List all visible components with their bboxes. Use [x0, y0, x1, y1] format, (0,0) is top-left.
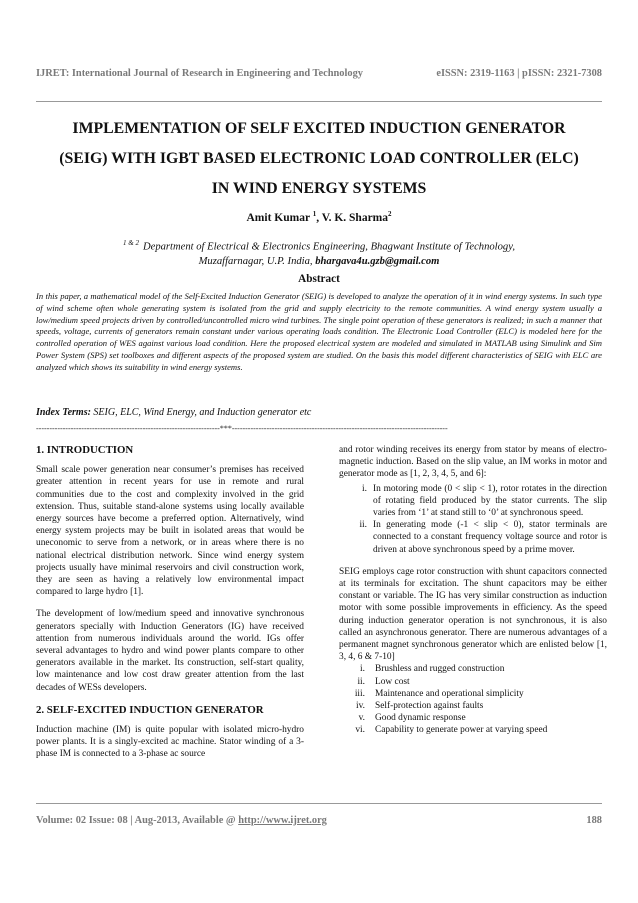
footer-volume: Volume: 02 Issue: 08 | Aug-2013, Available @ [36, 815, 239, 826]
title-line-3: IN WIND ENERGY SYSTEMS [211, 180, 427, 197]
seig-paragraph-1: Induction machine (IM) is quite popular with isolated micro-hydro power plants. It is a singly-excited ac machine. Stator winding of a 3-phase IM is connected to a 3-phase ac source [36, 725, 304, 760]
index-terms-label: Index Terms: [36, 407, 91, 418]
intro-heading: 1. INTRODUCTION [36, 444, 134, 456]
right-paragraph-1: and rotor winding receives its energy from stator by means of electro-magnetic induction. Based on the slip value, an IM works in motor and generator mode as [1, 2, 3, 4, 5, and 6]: [339, 445, 607, 480]
index-terms-text: SEIG, ELC, Wind Energy, and Induction generator etc [90, 407, 312, 418]
author-2-sup: 2 [388, 210, 392, 218]
intro-paragraph-1: Small scale power generation near consumer’s premises has received greater attention in recent years for use in remote and rural communities due to the cost and complexity involved in the grid extension. Thus, suitable stand-alone systems using locally available energy sources have become a preferred option. Alternatively, wind energy system projects may be built in isolated areas that would be uneconomic to serve from a network, or in areas where there is no national electrical distribution network. Since wind energy system projects usually have minimal reservoirs and civil construction work, they are seen as having a relatively low environmental impact compared to large hydro [1]. [36, 465, 304, 598]
list-number: ii. [357, 676, 365, 687]
list-item [339, 663, 607, 675]
list-text: Maintenance and operational simplicity [375, 688, 524, 699]
index-terms [36, 407, 311, 418]
list-number: v. [358, 713, 365, 724]
affiliation-line-1: Department of Electrical & Electronics Engineering, Bhagwant Institute of Technology, [142, 241, 515, 253]
operating-modes-list [339, 483, 607, 556]
list-item [339, 700, 607, 712]
page-number: 188 [586, 815, 602, 826]
list-item [339, 712, 607, 724]
author-email[interactable]: bhargava4u.gzb@gmail.com [315, 255, 440, 267]
title-line-2: (SEIG) WITH IGBT BASED ELECTRONIC LOAD CONTROLLER (ELC) [59, 150, 579, 167]
running-footer [36, 815, 602, 831]
list-item [339, 519, 607, 556]
issn: eISSN: 2319-1163 | pISSN: 2321-7308 [436, 68, 602, 79]
list-text: Low cost [375, 676, 410, 687]
list-text: Capability to generate power at varying speed [375, 725, 548, 736]
list-item [339, 483, 607, 520]
list-number: ii. [359, 520, 367, 531]
left-column [36, 444, 304, 771]
authors [0, 210, 638, 224]
list-number: i. [360, 664, 365, 675]
list-number: vi. [355, 725, 365, 736]
seig-heading: 2. SELF-EXCITED INDUCTION GENERATOR [36, 703, 264, 716]
list-text: In motoring mode (0 < slip < 1), rotor rotates in the direction of rotating field produced by the stator currents. The slip varies from ‘1’ at stand still to ‘0’ at synchronous speed. [373, 483, 607, 519]
journal-name: IJRET: International Journal of Research in Engineering and Technology [36, 68, 363, 79]
list-number: i. [362, 483, 367, 494]
list-number: iii. [354, 688, 365, 699]
header-rule [36, 101, 602, 102]
abstract-text: In this paper, a mathematical model of the Self-Excited Induction Generator (SEIG) is developed to analyze the operation of it in wind energy systems. In such type of wind scheme often whole generating system is isolated from the grid and supply electricity to the remote communities. A wind energy system usually a low/medium speed projects driven by controlled/uncontrolled micro wind turbines. The single point operation of these generators is realized; in such a manner that speeds, voltage, currents of generators remain constant under various operating loads condition. The Electronic Load Controller (ELC) is modeled here for the controlled operation of WES against various load condition. Here the proposed electrical system are modeled and simulated in MATLAB using Simulink and Sim Power System (SPS) set toolboxes and different aspects of the proposed system are studied. On the basis this model different characteristics of SEIG with ELC are analyzed which shows its suitability in wind energy systems. [36, 291, 602, 372]
author-1-sup: 1 [312, 210, 317, 218]
intro-paragraph-2: The development of low/medium speed and innovative synchronous generators specially with Induction Generators (IG) have received attention from numerous individuals around the world. IGs offer several advantages to hydro and wind power plants compare to other generators available in the market. Its construction, self-start quality, low maintenance and low cost draw greater attention from the last decades of WESs developers. [36, 609, 304, 693]
list-number: iv. [355, 701, 365, 712]
author-2: , V. K. Sharma [316, 211, 389, 224]
list-text: Self-protection against faults [375, 701, 484, 712]
list-item [339, 688, 607, 700]
right-paragraph-2: SEIG employs cage rotor construction with shunt capacitors connected at its terminals for excitation. The shunt capacitors may be either constant or variable. The IG has very similar construction as induction motor with some possible improvements in efficiency. As the speed during induction generator operation is not synchronous, it is also called an asynchronous generator. There are numerous advantages of a permanent magnet synchronous generator which are enlisted below [1, 3, 4, 6 & 7-10] [339, 566, 607, 663]
affiliation [60, 236, 578, 269]
paper-title [30, 114, 608, 204]
list-item [339, 724, 607, 736]
list-text: In generating mode (-1 < slip < 0), stator terminals are connected to a constant frequency voltage source and rotor is driven at above synchronous speed by a prime mover. [373, 520, 607, 555]
advantages-list [339, 663, 607, 736]
right-column [339, 444, 607, 737]
affiliation-sup: 1 & 2 [123, 239, 139, 247]
list-text: Good dynamic response [375, 713, 466, 724]
running-header [36, 68, 602, 84]
list-item [339, 676, 607, 688]
abstract-heading: Abstract [298, 273, 340, 285]
title-line-1: IMPLEMENTATION OF SELF EXCITED INDUCTION GENERATOR [72, 120, 566, 137]
list-text: Brushless and rugged construction [375, 664, 505, 675]
footer-rule [36, 803, 602, 804]
section-separator: ---------------------------------------------------------------------***--------------------------------------------------------------------------------- [36, 424, 448, 433]
affiliation-line-2: Muzaffarnagar, U.P. India, [198, 255, 316, 267]
journal-url-link[interactable]: http://www.ijret.org [238, 815, 327, 826]
author-1: Amit Kumar [246, 211, 310, 224]
